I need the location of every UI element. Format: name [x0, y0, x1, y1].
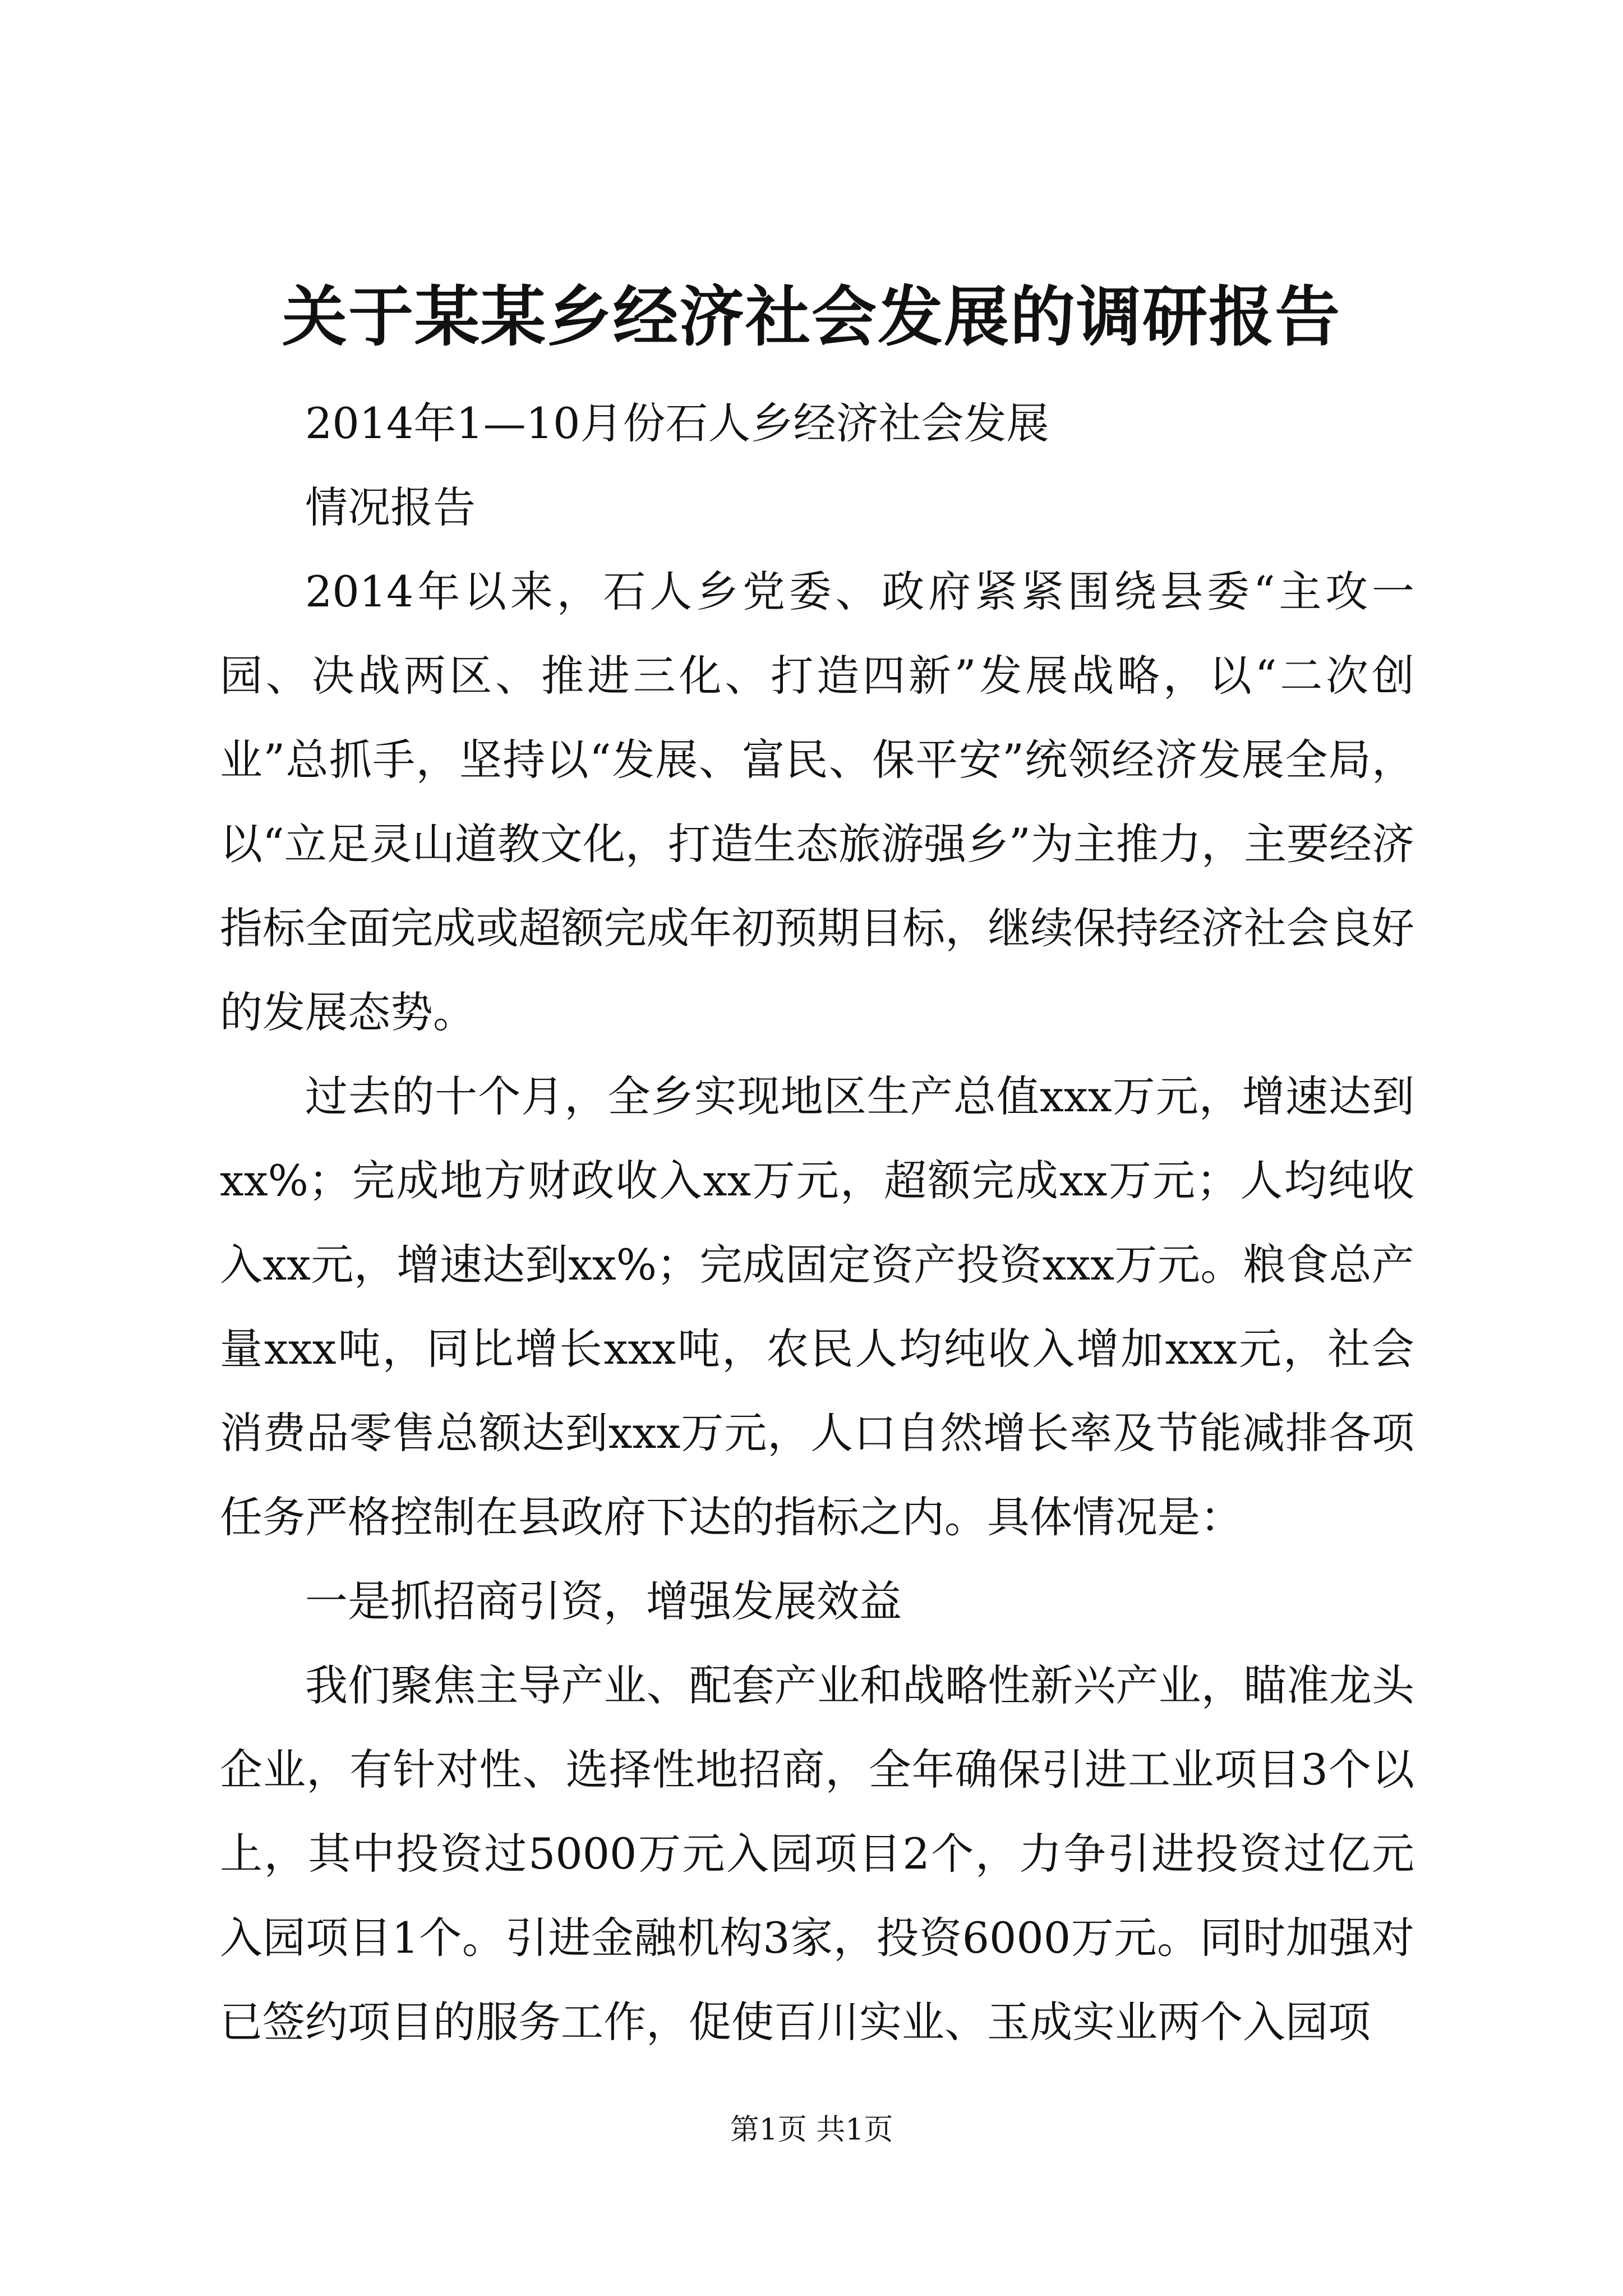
section-heading-investment: 一是抓招商引资，增强发展效益	[305, 1576, 902, 1626]
document-title: 关于某某乡经济社会发展的调研报告	[282, 279, 1341, 355]
paragraph-investment: 我们聚焦主导产业、配套产业和战略性新兴产业，瞄准龙头企业，有针对性、选择性地招商，全年确保引进工业项目3个以上，其中投资过5000万元入园项目2个，力争引进投资过亿元入园项目1个。引进金融机构3家，投资6000万元。同时加强对已签约项目的服务工作，促使百川实业、玉成实业两个入园项	[220, 1660, 1414, 2047]
page-number-footer: 第1页 共1页	[730, 2113, 893, 2147]
document-body	[220, 381, 1414, 2064]
paragraph-subtitle-line1: 2014年1—10月份石人乡经济社会发展	[305, 398, 1049, 448]
paragraph-intro: 2014年以来，石人乡党委、政府紧紧围绕县委“主攻一园、决战两区、推进三化、打造四新”发展战略，以“二次创业”总抓手，坚持以“发展、富民、保平安”统领经济发展全局，以“立足灵山道教文化，打造生态旅游强乡”为主推力，主要经济指标全面完成或超额完成年初预期目标，继续保持经济社会良好的发展态势。	[220, 567, 1414, 1037]
paragraph-subtitle-line2: 情况报告	[305, 482, 476, 532]
paragraph-indicators: 过去的十个月，全乡实现地区生产总值xxx万元，增速达到xx%；完成地方财政收入xx万元，超额完成xx万元；人均纯收入xx元，增速达到xx%；完成固定资产投资xxx万元。粮食总产量xxx吨，同比增长xxx吨，农民人均纯收入增加xxx元，社会消费品零售总额达到xxx万元，人口自然增长率及节能减排各项任务严格控制在县政府下达的指标之内。具体情况是：	[220, 1071, 1414, 1542]
